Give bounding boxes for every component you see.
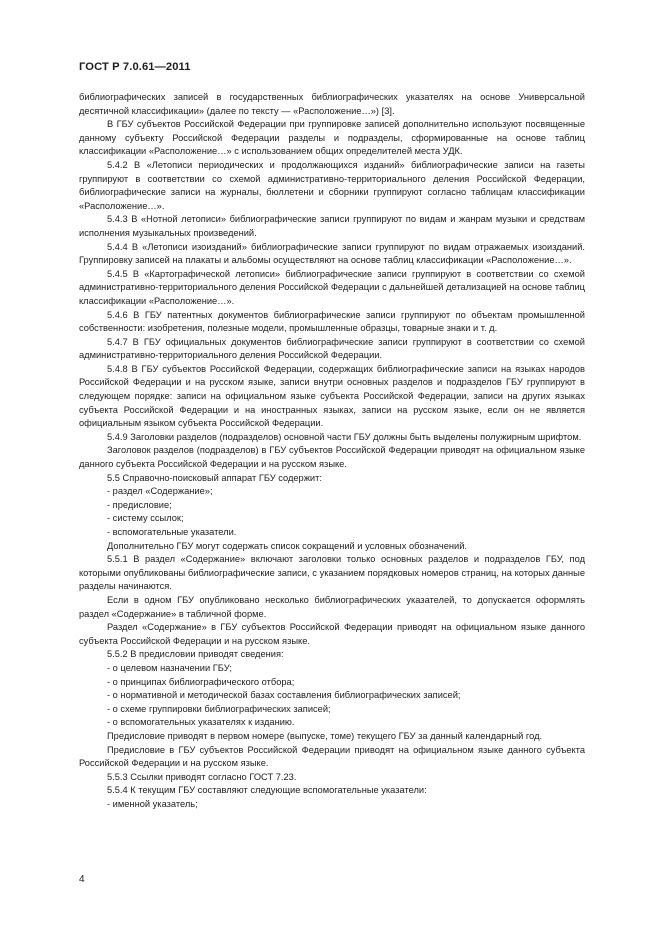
paragraph: 5.4.7 В ГБУ официальных документов библиографические записи группируют в соответствии со схемой административно-территориального деления Российской Федерации. (79, 336, 585, 361)
paragraph: 5.4.6 В ГБУ патентных документов библиографические записи группируют по объектам промышленной собственности: изобретения, полезные модели, промышленные образцы, товарные знаки и т. д. (79, 309, 585, 334)
paragraph: библиографических записей в государственных библиографических указателях на основе Универсальной десятичной классификации» (далее по тексту — «Расположение…») [3]. (79, 92, 585, 116)
list-item: - раздел «Содержание»; (107, 486, 213, 497)
document-header: ГОСТ Р 7.0.61—2011 (79, 61, 191, 73)
paragraph: Предисловие в ГБУ субъектов Российской Федерации приводят на официальном языке данного субъекта Российской Федерации и на русском языке. (79, 744, 585, 769)
paragraph: Предисловие приводят в первом номере (выпуске, томе) текущего ГБУ за данный календарный год. (107, 730, 543, 741)
paragraph: 5.5.2 В предисловии приводят сведения: (107, 649, 284, 660)
list-item: - систему ссылок; (107, 513, 184, 524)
paragraph: Раздел «Содержание» в ГБУ субъектов Российской Федерации приводят на официальном языке данного субъекта Российской Федерации и на русском языке. (79, 622, 585, 646)
paragraph: 5.5 Справочно-поисковый аппарат ГБУ содержит: (107, 472, 322, 483)
list-item: - предисловие; (107, 499, 172, 510)
paragraph: 5.4.5 В «Картографической летописи» библиографические записи группируют в соответствии со схемой административно-территориального деления Российской Федерации с дальнейшей детализацией на основе таблиц классификации «Расположение…». (79, 268, 585, 306)
paragraph: Заголовок разделов (подразделов) в ГБУ субъектов Российской Федерации приводят на официальном языке данного субъекта Российской Федерации и на русском языке. (79, 445, 585, 470)
paragraph: 5.4.8 В ГБУ субъектов Российской Федерации, содержащих библиографические записи на языках народов Российской Федерации и на русском языке, записи внутри основных разделов и подразделов ГБУ группируют в следующем порядке: записи на официальном языке субъекта Российской Федерации, записи на других языках субъекта Российской Федерации и на иностранных языках, записи на русском языке, если он не является официальным языком субъекта Российской Федерации. (79, 363, 585, 429)
list-item: - о нормативной и методической базах составления библиографических записей; (107, 690, 461, 701)
list-item: - о принципах библиографического отбора; (107, 676, 295, 687)
page-number: 4 (79, 874, 85, 885)
document-body (79, 91, 585, 811)
list-item: - о вспомогательных указателях к изданию. (107, 717, 295, 728)
paragraph: 5.5.4 К текущим ГБУ составляют следующие вспомогательные указатели: (107, 785, 427, 796)
list-item: - вспомогательные указатели. (107, 527, 237, 537)
paragraph: Дополнительно ГБУ могут содержать список сокращений и условных обозначений. (107, 540, 467, 551)
paragraph: 5.4.4 В «Летописи изоизданий» библиографические записи группируют по видам отражаемых изоизданий. Группировку записей на плакаты и альбомы осуществляют на основе таблиц классификации «Расположение…». (79, 241, 585, 266)
paragraph: 5.5.3 Ссылки приводят согласно ГОСТ 7.23. (107, 771, 297, 782)
paragraph: 5.4.3 В «Нотной летописи» библиографические записи группируют по видам и жанрам музыки и средствам исполнения музыкальных произведений. (79, 214, 585, 238)
list-item: - о целевом назначении ГБУ; (107, 662, 232, 673)
paragraph: Если в одном ГБУ опубликовано несколько библиографических указателей, то допускается оформлять раздел «Содержание» в табличной форме. (79, 594, 585, 619)
list-item: - именной указатель; (107, 798, 198, 809)
paragraph: 5.4.9 Заголовки разделов (подразделов) основной части ГБУ должны быть выделены полужирным шрифтом. (107, 431, 582, 442)
paragraph: 5.4.2 В «Летописи периодических и продолжающихся изданий» библиографические записи на газеты группируют в соответствии со схемой административно-территориального деления Российской Федерации, библиографические записи на журналы, бюллетени и сборники группируют согласно таблицам классификации «Расположение…». (79, 159, 585, 211)
paragraph: 5.5.1 В раздел «Содержание» включают заголовки только основных разделов и подразделов ГБУ, под которыми опубликованы библиографические записи, с указанием порядковых номеров страниц, на которых данные разделы начинаются. (79, 554, 585, 592)
paragraph: В ГБУ субъектов Российской Федерации при группировке записей дополнительно используют посвященные данному субъекту Российской Федерации разделы и подразделы, сформированные на основе таблиц классификации «Расположение…» с использованием общих определителей места УДК. (79, 119, 585, 157)
list-item: - о схеме группировки библиографических записей; (107, 703, 331, 714)
